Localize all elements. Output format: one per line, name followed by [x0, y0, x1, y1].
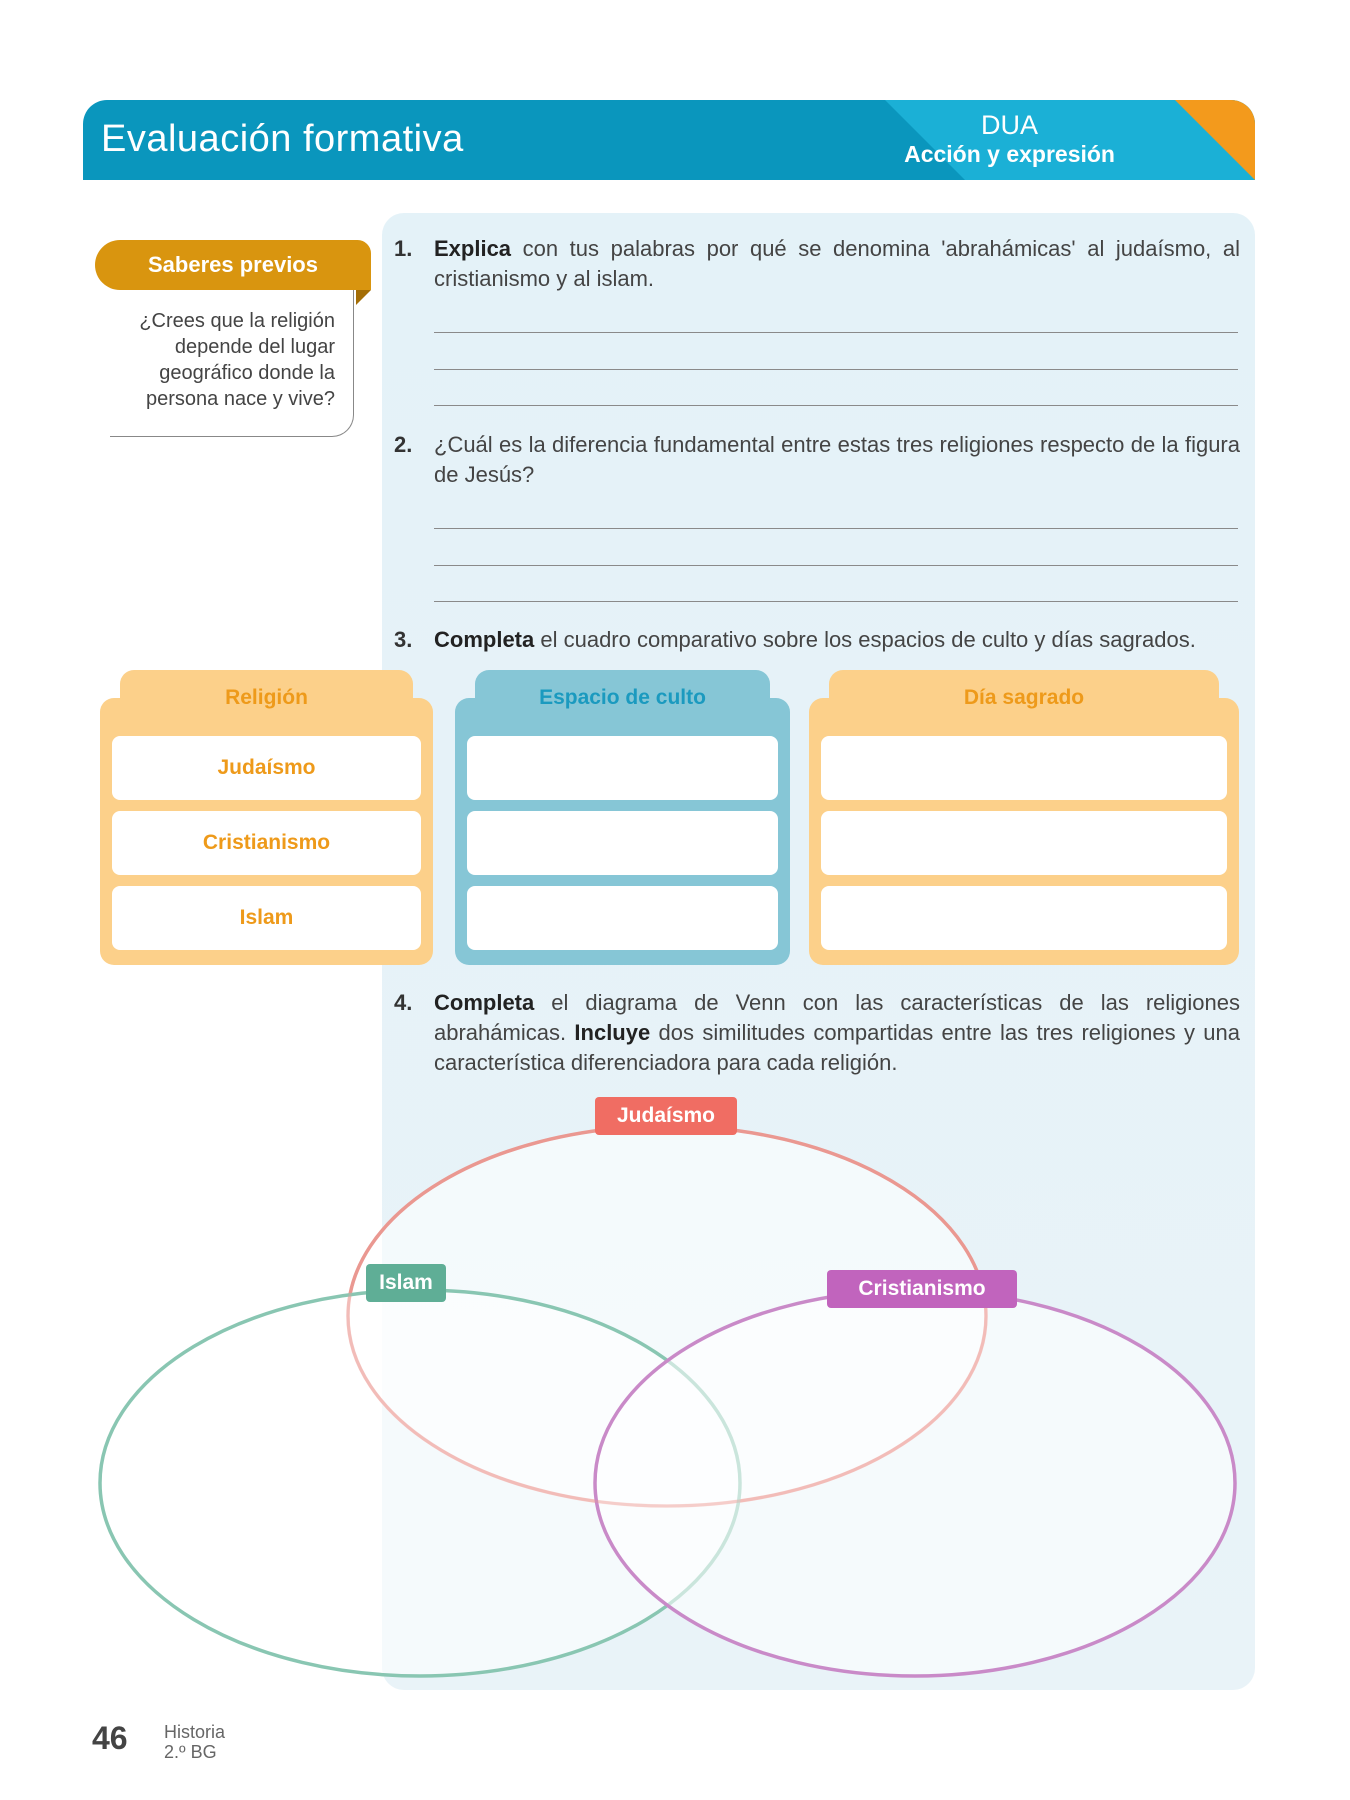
saberes-previos-tab: Saberes previos [95, 240, 371, 290]
answer-line[interactable] [434, 601, 1238, 602]
answer-line[interactable] [434, 405, 1238, 406]
saberes-previos-box [110, 290, 354, 437]
tab-fold [356, 290, 371, 305]
question-text-2: dos similitudes compartidas entre las tres religiones y una característica diferenciadora para cada religión. [434, 1020, 1240, 1075]
question-number: 4. [394, 990, 413, 1015]
venn-circle-cristianismo[interactable] [595, 1290, 1235, 1676]
page-title: Evaluación formativa [101, 118, 464, 160]
column-espacio-culto [455, 670, 790, 965]
grade-label: 2.º BG [164, 1742, 217, 1762]
answer-line[interactable] [434, 369, 1238, 370]
subject-name: Historia [164, 1722, 226, 1742]
dua-title: DUA [981, 110, 1039, 140]
page-number: 46 [92, 1720, 128, 1756]
saberes-question: ¿Crees que la religión depende del lugar geográfico donde la persona nace y vive? [139, 310, 335, 410]
dua-label [904, 110, 1115, 168]
question-2 [394, 430, 1240, 490]
answer-line[interactable] [434, 565, 1238, 566]
question-text: con tus palabras por qué se denomina 'abrahámicas' al judaísmo, al cristianismo y al islam. [434, 236, 1240, 291]
question-verb: Explica [434, 236, 512, 261]
answer-line[interactable] [434, 332, 1238, 333]
question-4 [394, 988, 1240, 1078]
column-dia-sagrado [809, 670, 1239, 965]
question-verb: Completa [434, 990, 535, 1015]
column-header: Día sagrado [963, 686, 1085, 709]
answer-cell-dia-islam[interactable] [821, 886, 1227, 950]
question-number: 1. [394, 236, 413, 261]
answer-line[interactable] [434, 528, 1238, 529]
cell-cristianismo: Cristianismo [112, 811, 421, 875]
column-header: Religión [225, 686, 308, 709]
answer-cell-dia-judaismo[interactable] [821, 736, 1227, 800]
answer-cell-espacio-islam[interactable] [467, 886, 778, 950]
answer-cell-espacio-cristianismo[interactable] [467, 811, 778, 875]
venn-label-cristianismo: Cristianismo [827, 1270, 1017, 1308]
question-number: 2. [394, 432, 413, 457]
question-text: ¿Cuál es la diferencia fundamental entre estas tres religiones respecto de la figura de Jesús? [434, 432, 1240, 487]
column-religion [100, 670, 433, 965]
footer-subject [164, 1722, 225, 1762]
question-text: el cuadro comparativo sobre los espacios de culto y días sagrados. [534, 627, 1196, 652]
question-verb-2: Incluye [574, 1020, 651, 1045]
question-verb: Completa [434, 627, 535, 652]
venn-label-islam: Islam [366, 1264, 446, 1302]
venn-label-judaismo: Judaísmo [595, 1097, 737, 1135]
column-header: Espacio de culto [539, 686, 706, 709]
cell-judaismo: Judaísmo [112, 736, 421, 800]
question-text: el diagrama de Venn con las características de las religiones abrahámicas. [434, 990, 1240, 1045]
answer-cell-dia-cristianismo[interactable] [821, 811, 1227, 875]
dua-subtitle: Acción y expresión [904, 141, 1115, 167]
question-number: 3. [394, 627, 413, 652]
question-3 [394, 625, 1240, 655]
question-1 [394, 234, 1240, 294]
answer-cell-espacio-judaismo[interactable] [467, 736, 778, 800]
header-banner [83, 100, 1255, 180]
cell-islam: Islam [112, 886, 421, 950]
